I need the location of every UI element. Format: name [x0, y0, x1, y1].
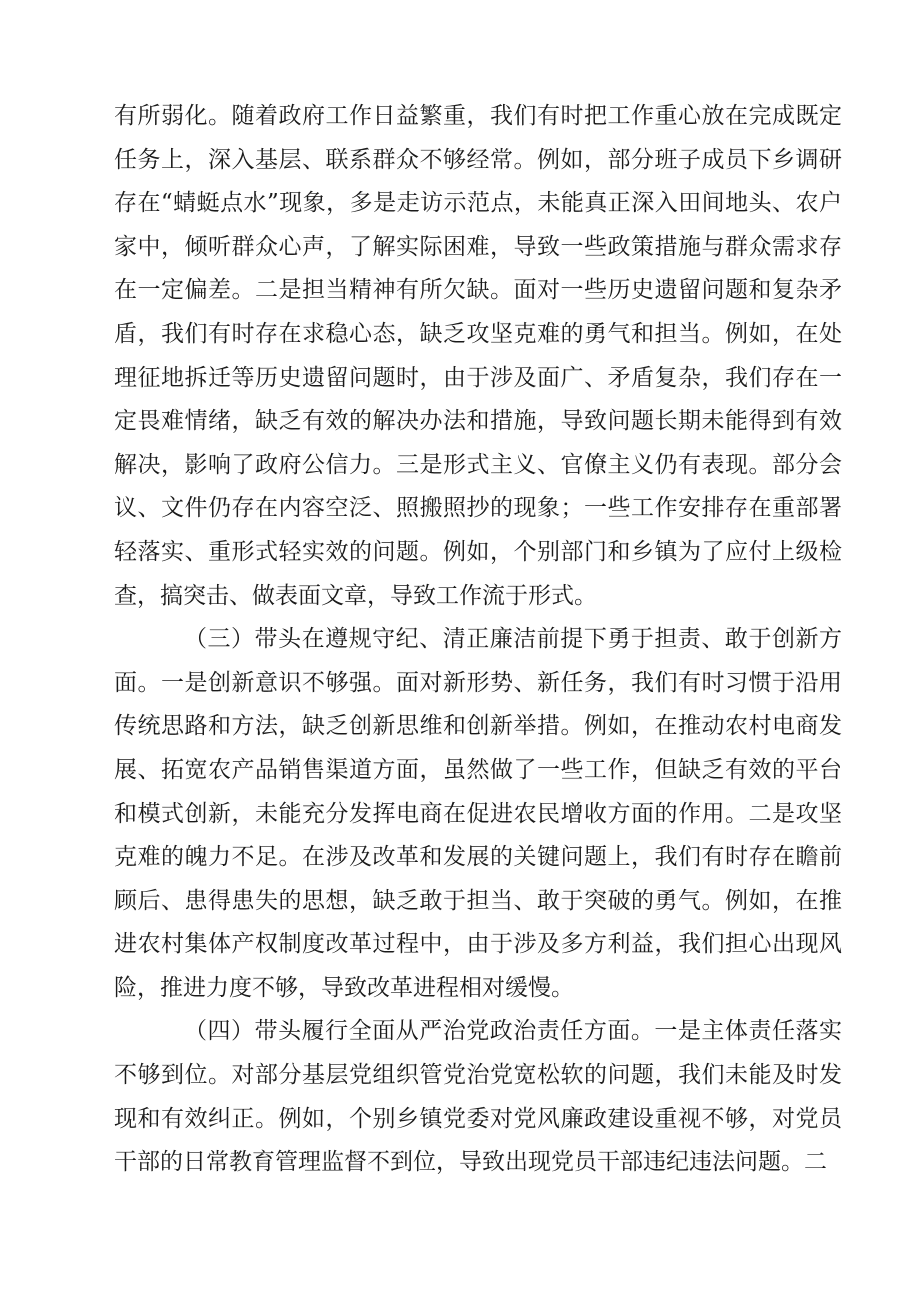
body-paragraph-1: 有所弱化。随着政府工作日益繁重，我们有时把工作重心放在完成既定任务上，深入基层、联系群众不够经常。例如，部分班子成员下乡调研存在“蜻蜓点水”现象，多是走访示范点，未能真正深入田间地头、农户家中，倾听群众心声，了解实际困难，导致一些政策措施与群众需求存在一定偏差。二是担当精神有所欠缺。面对一些历史遗留问题和复杂矛盾，我们有时存在求稳心态，缺乏攻坚克难的勇气和担当。例如，在处理征地拆迁等历史遗留问题时，由于涉及面广、矛盾复杂，我们存在一定畏难情绪，缺乏有效的解决办法和措施，导致问题长期未能得到有效解决，影响了政府公信力。三是形式主义、官僚主义仍有表现。部分会议、文件仍存在内容空泛、照搬照抄的现象；一些工作安排存在重部署轻落实、重形式轻实效的问题。例如，个别部门和乡镇为了应付上级检查，搞突击、做表面文章，导致工作流于形式。	[114, 103, 842, 609]
body-paragraph-3: （四）带头履行全面从严治党政治责任方面。一是主体责任落实不够到位。对部分基层党组织管党治党宽松软的问题，我们未能及时发现和有效纠正。例如，个别乡镇党委对党风廉政建设重视不够，对党员干部的日常教育管理监督不到位，导致出现党员干部违纪违法问题。二	[114, 1018, 842, 1176]
body-paragraph-2: （三）带头在遵规守纪、清正廉洁前提下勇于担责、敢于创新方面。一是创新意识不够强。面对新形势、新任务，我们有时习惯于沿用传统思路和方法，缺乏创新思维和创新举措。例如，在推动农村电商发展、拓宽农产品销售渠道方面，虽然做了一些工作，但缺乏有效的平台和模式创新，未能充分发挥电商在促进农民增收方面的作用。二是攻坚克难的魄力不足。在涉及改革和发展的关键问题上，我们有时存在瞻前顾后、患得患失的思想，缺乏敢于担当、敢于突破的勇气。例如，在推进农村集体产权制度改革过程中，由于涉及多方利益，我们担心出现风险，推进力度不够，导致改革进程相对缓慢。	[114, 626, 842, 1001]
